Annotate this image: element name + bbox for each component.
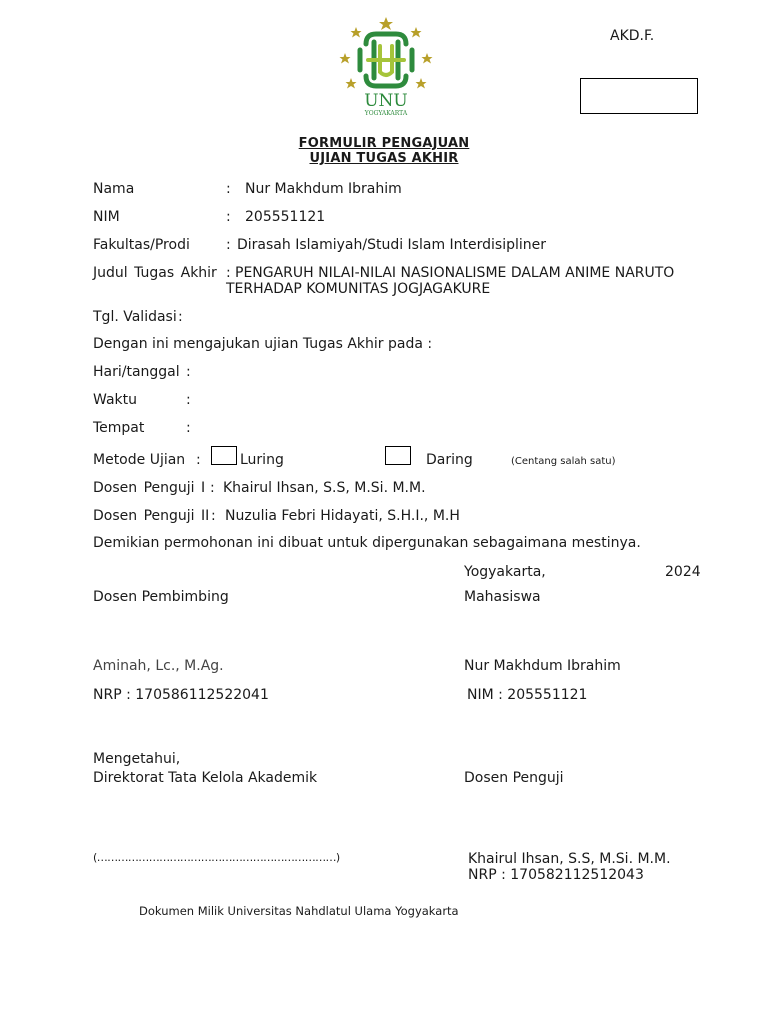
closing-text: Demikian permohonan ini dibuat untuk dipergunakan sebagaimana mestinya. xyxy=(93,535,641,551)
penguji1-label: Dosen Penguji I xyxy=(93,480,206,496)
mahasiswa-name: Nur Makhdum Ibrahim xyxy=(464,658,621,674)
fakultas-label: Fakultas/Prodi xyxy=(93,237,190,253)
statement-text: Dengan ini mengajukan ujian Tugas Akhir pada : xyxy=(93,336,433,352)
sign-year: 2024 xyxy=(665,564,701,580)
direktorat-text: Direktorat Tata Kelola Akademik xyxy=(93,770,318,786)
judul-label: Judul Tugas Akhir xyxy=(93,265,217,281)
fakultas-sep: : xyxy=(226,237,231,253)
penguji-name: Khairul Ihsan, S.S, M.Si. M.M. xyxy=(468,851,671,867)
penguji2-label: Dosen Penguji II xyxy=(93,508,210,524)
form-title-line1: FORMULIR PENGAJUAN xyxy=(298,136,470,151)
tgl-validasi-label: Tgl. Validasi xyxy=(93,309,177,325)
daring-checkbox[interactable] xyxy=(385,446,411,465)
nim-label: NIM xyxy=(93,209,120,225)
logo-subtext: YOGYAKARTA xyxy=(364,110,408,117)
penguji2-sep: : xyxy=(211,508,216,524)
nama-value: Nur Makhdum Ibrahim xyxy=(245,181,402,197)
blank-signature-line: (……………………………………………………………) xyxy=(93,851,340,864)
judul-value-line2: TERHADAP KOMUNITAS JOGJAGAKURE xyxy=(226,281,491,297)
pembimbing-role: Dosen Pembimbing xyxy=(93,589,229,605)
nama-sep: : xyxy=(226,181,231,197)
hari-sep: : xyxy=(186,364,191,380)
form-title-line2: UJIAN TUGAS AKHIR xyxy=(309,151,459,166)
luring-label: Luring xyxy=(240,452,284,468)
nama-label: Nama xyxy=(93,181,135,197)
penguji1-sep: : xyxy=(210,480,215,496)
pembimbing-id: NRP : 170586112522041 xyxy=(93,687,269,703)
tempat-label: Tempat xyxy=(93,420,145,436)
footer-text: Dokumen Milik Universitas Nahdlatul Ulama Yogyakarta xyxy=(139,904,459,918)
logo-text: UNU xyxy=(364,91,408,111)
code-box xyxy=(580,78,698,114)
pembimbing-name: Aminah, Lc., M.Ag. xyxy=(93,658,224,674)
unu-logo xyxy=(336,14,436,118)
metode-label: Metode Ujian xyxy=(93,452,186,468)
tempat-sep: : xyxy=(186,420,191,436)
penguji-role: Dosen Penguji xyxy=(464,770,564,786)
nim-sep: : xyxy=(226,209,231,225)
penguji1-value: Khairul Ihsan, S.S, M.Si. M.M. xyxy=(223,480,426,496)
metode-sep: : xyxy=(196,452,201,468)
nim-value: 205551121 xyxy=(245,209,326,225)
fakultas-value: Dirasah Islamiyah/Studi Islam Interdisipliner xyxy=(237,237,547,253)
luring-checkbox[interactable] xyxy=(211,446,237,465)
mahasiswa-role: Mahasiswa xyxy=(464,589,541,605)
judul-value-line1: PENGARUH NILAI-NILAI NASIONALISME DALAM ANIME NARUTO xyxy=(235,265,675,281)
penguji2-value: Nuzulia Febri Hidayati, S.H.I., M.H xyxy=(225,508,460,524)
mengetahui-text: Mengetahui, xyxy=(93,751,181,767)
hari-label: Hari/tanggal xyxy=(93,364,180,380)
judul-sep: : xyxy=(226,265,231,281)
tgl-validasi-sep: : xyxy=(178,309,183,325)
form-code: AKD.F. xyxy=(610,28,655,44)
waktu-label: Waktu xyxy=(93,392,137,408)
daring-label: Daring xyxy=(426,452,473,468)
waktu-sep: : xyxy=(186,392,191,408)
sign-place: Yogyakarta, xyxy=(464,564,546,580)
mahasiswa-id: NIM : 205551121 xyxy=(467,687,588,703)
metode-note: (Centang salah satu) xyxy=(511,456,616,467)
penguji-id: NRP : 170582112512043 xyxy=(468,867,644,883)
